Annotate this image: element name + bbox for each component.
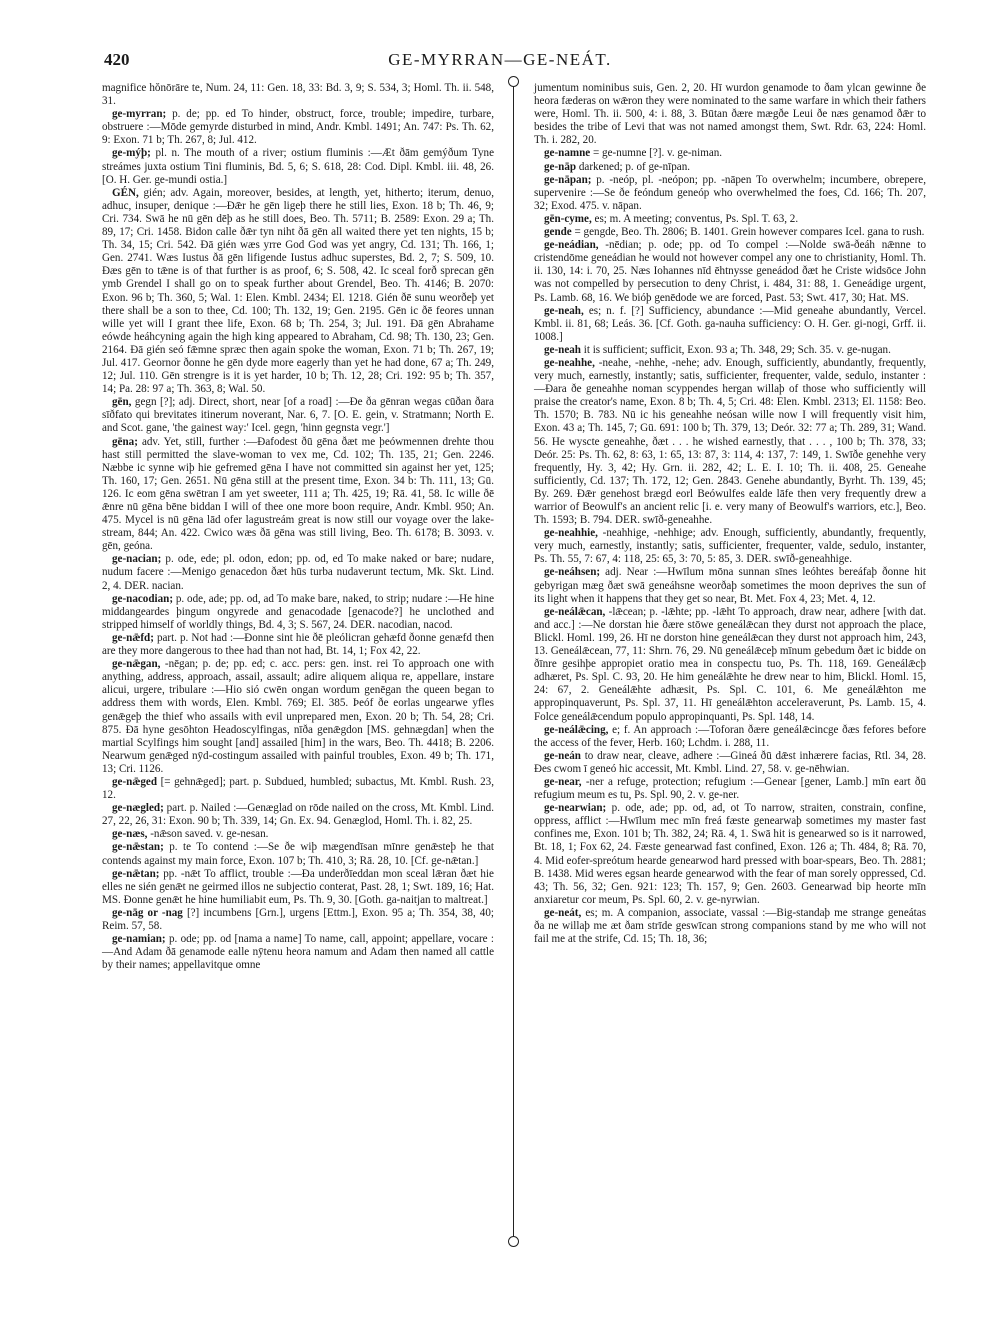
dictionary-entry: [102, 187, 494, 397]
dictionary-entry: [102, 907, 494, 933]
entry-headword: ge-neálǣcan,: [544, 605, 606, 618]
entry-definition: -neahe, -nehhe, -nehe; adv. Enough, sufficiently, abundantly, frequently, very much, earnestly, instantly; satis, sufficienter, frequenter, valde, sedulo, instanter :—Ðara ðe geneahhe noman scyppendes hergan willaþ of those who sufficiently will praise the creator's name, Exon. 8 b; Th. 4, 5; Cri. 48: Elen. Kmbl. 2313; El. 1158: Beo. Th. 1570; B. 783. Nū ic his geneahhe neósan wille now I will frequently visit him, Exon. 43 a; Th. 145, 7; Gū. 691: 100 b; Th. 379, 13; Deór. 32: 77 a; Th. 289, 31; Wand. 56. He wyscte geneahhe, ðæt . . . he wished earnestly, that . . . , 100 b; Th. 378, 33; Deór. 25: Ps. Th. 62, 8: 63, 1: 65, 13: 87, 3: 114, 4: 137, 7: 149, 1. Swīðe genehhe very frequently, Hy. 3, 42; Hy. Grn. ii. 282, 42; L. E. I. 10; Th. ii. 408, 25. Geneahe sufficiently, Cd. 137; Th. 172, 12; Gen. 2843. Genehe abundantly, Byrht. Th. 139, 45; By. 269. Ðǣr genehost brægd eorl Beówulfes ealde lāfe then very frequently drew a warrior of Beowulf's an ancient relic [i. e. very many of Beowulf's warriors, etc.], Beo. Th. 1593; B. 794. DER. swīð-geneahhe.: [534, 356, 926, 527]
dictionary-entry: [534, 161, 926, 174]
dictionary-entry: [534, 174, 926, 213]
entry-definition: p. de; pp. ed To hinder, obstruct, force, trouble; impedire, turbare, obstruere :—Mōde gemyrde disturbed in mind, Andr. Kmbl. 1491; An. 747: Ps. Th. 62, 9: Exon. 71 b; Th. 267, 8; Jul. 412.: [102, 108, 494, 147]
entry-headword: ge-neáhsen;: [544, 566, 601, 579]
dictionary-entry: [102, 553, 494, 592]
dictionary-entry: [102, 933, 494, 972]
dictionary-entry: [102, 436, 494, 554]
entry-headword: gende: [544, 226, 572, 239]
entry-definition: = gengde, Beo. Th. 2806; B. 1401. Grein however compares Icel. gana to rush.: [574, 226, 925, 239]
entry-headword: ge-nǣtan;: [112, 867, 160, 880]
entry-definition: adv. Yet, still, further :—Ðafodest ðū gēna ðæt me þeówmennen drehte thou hast still permitted the slave-woman to vex me, Cd. 102; Th. 135, 21; Gen. 2246. Næbbe ic synne wiþ hie gefremed gēna I have not committed sin against her yet, 125; Th. 160, 17; Gen. 2651. Nū gēna still at the present time, Exon. 34 b: Th. 111, 13; Gū. 126. Ic eom gēna swētran I am yet sweeter, 111 a; Th. 425, 19; Rā. 41, 58. Ic wille ðē ǣnre nū gēna bēne biddan I will of thee one more boon require, Andr. Kmbl. 950; An. 475. Mycel is nū gēna lād ofer lagustreám great is now still our voyage over the lake-stream, 844; An. 422. Cwico wæs ðā gēna was still living, Beo. Th. 6178; B. 3093. v. gēn, geóna.: [102, 435, 494, 553]
dictionary-entry: [102, 147, 494, 186]
entry-definition: -nǣson saved. v. ge-nesan.: [150, 828, 269, 841]
dictionary-entry: [102, 868, 494, 907]
entry-definition: p. ode; pp. od [nama a name] To name, call, appoint; appellare, vocare :—And Adam ðā genamode ealle nȳtenu heora namum and Adam then named all cattle by their names; appellavitque omne: [102, 933, 494, 972]
entry-definition: gién; adv. Again, moreover, besides, at length, yet, hitherto; iterum, denuo, adhuc, insuper, denique :—Ðǣr he gēn ligeþ there he still lies, Exon. 18 b; Th. 46, 9; Cri. 734. Swā he nū gēn dēþ as he still does, Beo. Th. 5711; B. 2589: Exon. 29 a; Th. 89, 17; Cri. 1458. Bidon calle ðǣr tyn niht ðā gēn all waited there yet ten nights, 15 b; Th. 34, 15; Cri. 542. Ðā gién wæs yrre God God was yet angry, Cd. 131; Th. 166, 1; Gen. 2741. Wæs Iustus ðā gēn lifigende Iustus adhuc superstes, Bd. 2, 7; S. 509, 10. Ðæs gēn to tǣne is of that further is as proof, 6; S. 508, 42. Ic sceal forð sprecan gēn ymb Grendel I shall go on to speak further about Grendel, Beo. Th. 4146; B. 2070: Exon. 96 b; Th. 360, 5; Wal. 1: Elen. Kmbl. 2434; El. 1218. Gién ðē sunu weorðeþ yet there shall be a son to thee, Cd. 100; Th. 132, 19; Gen. 2195. Gēn ic ðē feores unnan wille yet will I grant thee life, Exon. 68 b; Th. 254, 3; Jul. 191. Ðā gēn Abrahame eówde heáhcyning again the high king appeared to Abraham, Cd. 98; Th. 130, 23; Gen. 2164. Ðā gién seó fǣmne spræc then again spoke the woman, Exon. 71 b; Th. 267, 19; Jul. 417. Geornor ðonne he gēn dyde more eagerly than yet he had done, 67 a; Th. 249, 12; Jul. 110. Gēn strengre is it is yet harder, 10 b; Th. 12, 28; Cri. 192: 95 b; Th. 357, 14; Pa. 28: 97 a; Th. 363, 8; Wal. 50.: [102, 186, 494, 396]
entry-definition: -nēdian; p. ode; pp. od To compel :—Nolde swā-ðeáh nǣnne to cristendōme geneádian he would not however compel any one to christianity, Homl. Th. ii. 130, 14: i. 70, 25. Næs Iohannes nīd ēhtnysse geneádod ðæt he Criste widsōce John was not compelled by persecution to deny Christ, i. 484, 31: 88, 1. Geneádige urgent, Ps. Lamb. 68, 16. We bióþ genēdode we are forced, Past. 53; Swt. 417, 30; Hat. MS.: [534, 239, 927, 304]
entry-headword: ge-namian;: [112, 933, 166, 946]
entry-definition: [?] incumbens [Grn.], urgens [Ettm.], Exon. 95 a; Th. 354, 38, 40; Reim. 57, 58.: [102, 906, 494, 932]
entry-definition: p. ode, ade; pp. od, ad, ot To narrow, straiten, constrain, confine, oppress, afflict :—Hwīlum mec mīn freá fæste genearwaþ sometimes my master fast confines me, Exon. 101 b; Th. 382, 24; Rā. 4, 1. Swā hit is genearwed so is it narrowed, Bt. 18, 1; Fox 62, 24. Fæste genearwad fast confined, Exon. 126 a; Th. 484, 8; Rā. 70, 4. Mid eofer-spreótum hearde genearwod hard pressed with boar-spears, Beo. Th. 2881; B. 1438. Mid weres egsan hearde genearwod with the fear of man sorely oppressed, Cd. 43; Th. 56, 32; Gen. 921: 123; Th. 157, 9; Gen. 2603. Genearwad bip heorte mīn anxiaretur cor meum, Ps. Spl. 60, 2. v. ge-nyrwian.: [534, 802, 926, 906]
entry-definition: -neahhige, -nehhige; adv. Enough, sufficiently, abundantly, frequently, very much, earnestly, instantly; satis, sufficienter, frequenter, valde, sedulo, instanter, Ps. Th. 55, 7: 67, 4: 118, 25: 65, 3: 70, 5: 85, 3. DER. swīð-geneahhige.: [534, 527, 927, 566]
entry-headword: ge-nǣged: [112, 775, 157, 788]
dictionary-entry: [534, 213, 926, 226]
dictionary-entry: [102, 632, 494, 658]
dictionary-entry: [102, 593, 494, 632]
dictionary-entry: [534, 239, 926, 304]
entry-headword: ge-nāpan;: [544, 173, 592, 186]
entry-headword: ge-nægled;: [112, 802, 164, 815]
entry-definition: part. p. Not had :—Ðonne sint hie ðē pleólicran gehæfd ðonne genæfd then are they more dangerous to thee had than not had, Bt. 14, 1; Fox 42, 22.: [102, 631, 494, 658]
entry-definition: magnifice hŏnōrāre te, Num. 24, 11: Gen. 18, 33: Bd. 3, 9; S. 534, 3; Homl. Th. ii. 548, 31.: [102, 82, 494, 108]
entry-definition: p. -neóp, pl. -neópon; pp. -nāpen To overwhelm; incumbere, obrepere, supervenire :—Se ðe feóndum geneóp who overwhelmed the foes, Cd. 166; Th. 207, 32; Exod. 475. v. nāpan.: [534, 173, 926, 212]
right-column: [534, 82, 926, 946]
dictionary-entry: [102, 828, 494, 841]
dictionary-entry: [102, 841, 494, 867]
running-head: GE-MYRRAN—GE-NEÁT.: [388, 50, 612, 69]
dictionary-entry: [534, 750, 926, 776]
entry-headword: ge-neah,: [544, 304, 584, 317]
entry-definition: darkened; p. of ge-nīpan.: [578, 160, 691, 173]
entry-definition: es; n. f. [?] Sufficiency, abundance :—Mid geneahe abundantly, Vercel. Kmbl. ii. 81, 68; Leás. 36. [Cf. Goth. ga-nauha sufficiency: O. H. Ger. gi-nogi, Grff. ii. 1008.]: [534, 304, 926, 343]
entry-headword: GÉN,: [112, 186, 139, 199]
dictionary-entry: [534, 776, 926, 802]
entry-headword: ge-nǣstan;: [112, 841, 164, 854]
entry-headword: ge-neát,: [544, 906, 582, 919]
entry-definition: p. ode, ede; pl. odon, edon; pp. od, ed To make naked or bare; nudare, nudum facere :—Menigo genacedon ðæt hūs turba nudaverunt tectum, Mk. Skt. Lind. 2, 4. DER. nacian.: [102, 553, 494, 592]
entry-headword: ge-neádian,: [544, 239, 599, 252]
entry-headword: ge-næs,: [112, 828, 148, 841]
entry-headword: ge-neahhe,: [544, 356, 595, 369]
dictionary-entry: [102, 658, 494, 776]
entry-headword: ge-neah: [544, 343, 581, 356]
dictionary-entry: [534, 907, 926, 946]
entry-definition: -nēgan; p. de; pp. ed; c. acc. pers: gen. inst. rei To approach one with anything, address, approach, assail, assault; adire aliquem aliqua re, appellare, instare alicui, urgere, tribulare :—Hio sió cwēn ongan wordum genēgan the queen began to address them with words, Elen. Kmbl. 769; El. 385. Þeóf ðe eorlas ungearwe yfles genǣgeþ the thief who assails with evil unprepared men, Exon. 20 b; Th. 54, 28; Cri. 875. Ðā hyne gesōhton Headoscylfingas, nīða genǣgdon [MS. gehnægdan] when the martial Scylfings him sought [and] assailed [him] in the wars, Beo. Th. 4418; B. 2206. Nearwum genǣged nȳd-costingum assailed with painful troubles, Exon. 49 b; Th. 171, 13; Cri. 1126.: [102, 658, 494, 775]
entry-definition: to draw near, cleave, adhere :—Gineá ðū dǣst inhærere facias, Rtl. 34, 28. Ðes cwom ī geneó hic accessit, Mt. Kmbl. Lind. 27, 58. v. ge-nēhwian.: [534, 749, 926, 775]
entry-headword: ge-neán: [544, 749, 581, 762]
dictionary-entry: [534, 226, 926, 239]
entry-headword: ge-nacodian;: [112, 592, 174, 605]
entry-headword: ge-neahhie,: [544, 527, 598, 540]
column-rule-ornament-top: [508, 76, 519, 87]
dictionary-entry: [534, 802, 926, 907]
dictionary-entry: [534, 305, 926, 344]
entry-headword: ge-nāg or -nag: [112, 906, 183, 919]
dictionary-entry: [102, 82, 494, 108]
dictionary-entry: [534, 724, 926, 750]
entry-headword: ge-near,: [544, 775, 582, 788]
entry-headword: ge-namne: [544, 147, 591, 160]
entry-headword: ge-nǣgan,: [112, 658, 161, 671]
column-rule: [513, 82, 514, 1242]
dictionary-entry: [534, 357, 926, 527]
entry-definition: p. ode, ade; pp. od, ad To make bare, naked, to strip; nudare :—He hine middangeardes þingum ongyrede and genacodade [genacode?] he unclothed and stripped himself of worldly things, Bd. 4, 3; S. 567, 24. DER. nacodian, nacod.: [102, 592, 494, 631]
dictionary-entry: [102, 396, 494, 435]
entry-headword: ge-neálǣcing,: [544, 723, 609, 736]
dictionary-entry: [102, 108, 494, 147]
entry-headword: gēn,: [112, 396, 132, 409]
entry-headword: ge-nacian;: [112, 553, 162, 566]
entry-definition: [= gehnǣged]; part. p. Subdued, humbled; subactus, Mt. Kmbl. Rush. 23, 12.: [102, 775, 495, 802]
entry-definition: adj. Near :—Hwīlum mōna sunnan sīnes leóhtes bereáfaþ ðonne hit gebyrigan mæg ðæt swā geneáhsne weorðaþ sometimes the moon deprives the sun of its light when it happens that they get so near, Bt. Met. Fox 4, 23; Met. 4, 12.: [534, 566, 926, 605]
dictionary-entry: [534, 527, 926, 566]
entry-definition: jumentum nominibus suis, Gen. 2, 20. Hī wurdon genamode to ðam ylcan gewinne ðe heora fæderas on wǣron they were nominated to the same warfare in which their fathers were, Homl. Th. ii. 500, 4: i. 88, 3. Būtan ðære mægðe Leui ðe næs genamod ðǣr to besides the tribe of Levi that was not named amongst them, Swt. Rdr. 63, 224: Homl. Th. i. 282, 20.: [534, 82, 926, 147]
entry-headword: ge-myrran;: [112, 108, 167, 121]
entry-definition: part. p. Nailed :—Genæglad on rōde nailed on the cross, Mt. Kmbl. Lind. 27, 22, 26, 31: Exon. 90 b; Th. 339, 14; Gn. Ex. 94. Genæglod, Homl. Th. i. 82, 25.: [102, 802, 494, 828]
entry-headword: ge-nearwian;: [544, 802, 607, 815]
entry-definition: it is sufficient; sufficit, Exon. 93 a; Th. 348, 29; Sch. 35. v. ge-nugan.: [583, 343, 891, 356]
entry-definition: e; f. An approach :—Toforan ðære geneálǣcincge ðæs fefores before the access of the fever, Herb. 160; Lchdm. i. 288, 11.: [534, 723, 926, 749]
entry-definition: -ner a refuge, protection; refugium :—Genear [gener, Lamb.] mīn eart ðū refugium meum es tu, Ps. Spl. 90, 2. v. ge-ner.: [534, 775, 926, 802]
page-number: 420: [104, 50, 130, 69]
dictionary-entry: [534, 344, 926, 357]
entry-definition: p. te To contend :—Se ðe wiþ mægendīsan mīnre genǣsteþ he that contends against my main force, Exon. 107 b; Th. 410, 3; Rā. 28, 10. [Cf. ge-nǣtan.]: [102, 841, 494, 867]
entry-definition: = ge-numne [?]. v. ge-niman.: [593, 147, 723, 160]
entry-definition: pl. n. The mouth of a river; ostium fluminis :—Æt ðām gemýðum Tyne streámes juxta ostium Tini fluminis, Bd. 5, 6; S. 618, 28: Cod. Dipl. Kmbl. iii. 48, 26. [O. H. Ger. ge-mundi ostia.]: [102, 147, 494, 186]
entry-headword: ge-nāp: [544, 160, 577, 173]
entry-definition: pp. -nǣt To afflict, trouble :—Ða underðīeddan mon sceal lǣran ðæt hie elles ne sién genǣt ne geirmed illos ne subjectio conterat, Past. 28, 1; Swt. 189, 16; Hat. MS. Ðonne genǣt he hine humiliabit eum, Ps. Th. 9, 30. [Goth. ga-naitjan to maltreat.]: [102, 867, 494, 906]
dictionary-entry: [534, 606, 926, 724]
entry-headword: gēna;: [112, 435, 138, 448]
left-column: [102, 82, 494, 972]
dictionary-entry: [534, 82, 926, 147]
entry-definition: gegn [?]; adj. Direct, short, near [of a road] :—Ðe ða gēnran wegas cūðan ðara sīðfato qui brevitates itinerum noverant, Nar. 6, 7. [O. E. gein, v. Stratmann; North E. and Scot. gane, 'the gainest way:' Icel. gegn, 'hinn gegnsta vegr.']: [102, 396, 494, 435]
entry-definition: es; m. A companion, associate, vassal :—Big-standaþ me strange geneátas ða ne willaþ me æt ðam strīde geswīcan strong companions stand by me who will not fail me at the strife, Cd. 15; Th. 18, 36;: [534, 906, 927, 946]
entry-headword: ge-nǣfd;: [112, 631, 154, 644]
entry-headword: gēn-cyme,: [544, 212, 592, 225]
column-rule-ornament-bottom: [508, 1236, 519, 1247]
dictionary-entry: [102, 802, 494, 828]
dictionary-entry: [102, 776, 494, 802]
dictionary-entry: [534, 566, 926, 605]
entry-headword: ge-mýþ;: [112, 147, 151, 160]
dictionary-entry: [534, 147, 926, 160]
entry-definition: -lǣcean; p. -lǣhte; pp. -lǣht To approach, draw near, adhere [with dat. and acc.] :—Ne dorstan hie ðære stōwe geneálǣcan they durst not approach the place, Blickl. Homl. 199, 26. Hī ne dorston hine geneálǣcan they durst not approach him, 243, 13. Geneálǣcean, 77, 11: Shrn. 76, 29. Nū geneálǣceþ mīnum gebedum ðæt ic bidde on ðīnre gesihþe appropiet oratio mea in conspectu tuo, Ps. Th. 118, 169. Geneálǣcþ adhæret, Ps. Spl. C. 93, 20. He him geneálǣhte he drew near to him, Blickl. Homl. 15, 24: 67, 2. Geneálǣhte adhæsit, Ps. Spl. C. 101, 6. Me geneálǣhton me appropinquaverunt, Ps. Spl. 37, 11. Hī geneálǣhton acceleraverunt, Ps. Lamb. 15, 4. Folce geneálǣcendum populo appropinquanti, Ps. Spl. 148, 14.: [534, 605, 927, 723]
entry-definition: es; m. A meeting; conventus, Ps. Spl. T. 63, 2.: [594, 212, 799, 225]
